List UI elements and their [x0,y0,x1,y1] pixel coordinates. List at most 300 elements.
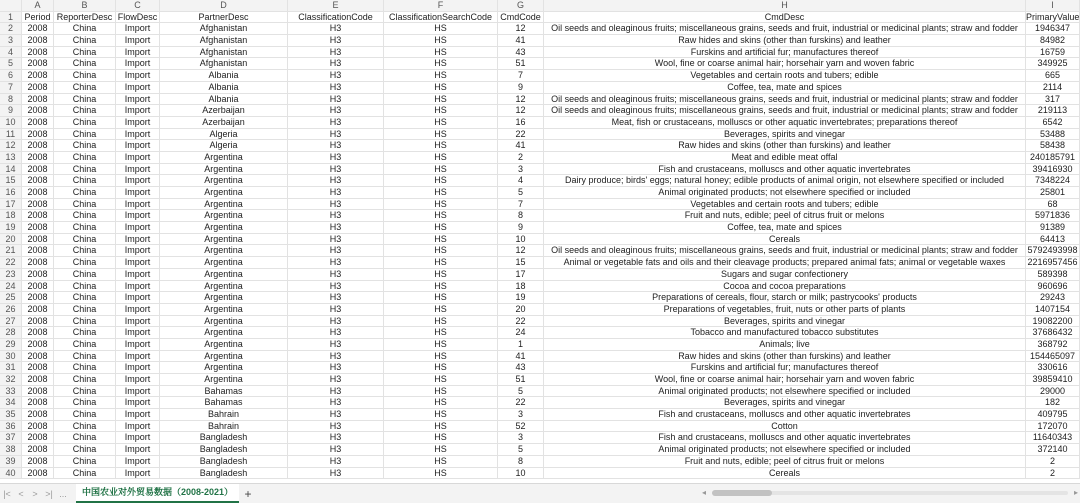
cell[interactable]: H3 [288,152,384,164]
cell[interactable]: Bahamas [160,397,288,409]
cell[interactable]: 7348224 [1026,175,1080,187]
cell[interactable]: 8 [498,456,544,468]
cell[interactable]: H3 [288,117,384,129]
cell[interactable]: China [54,70,116,82]
cell[interactable]: Sugars and sugar confectionery [544,269,1026,281]
row-number[interactable]: 35 [0,409,22,421]
cell[interactable]: HS [384,210,498,222]
cell[interactable]: Bangladesh [160,456,288,468]
cell[interactable]: China [54,386,116,398]
cell[interactable]: 2008 [22,351,54,363]
cell[interactable]: H3 [288,222,384,234]
cell[interactable]: 2008 [22,468,54,480]
cell[interactable]: Argentina [160,316,288,328]
cell[interactable]: 2 [1026,456,1080,468]
cell[interactable]: Import [116,456,160,468]
cell[interactable]: 2008 [22,117,54,129]
cell[interactable]: 41 [498,35,544,47]
cell[interactable]: China [54,374,116,386]
cell[interactable]: 2008 [22,94,54,106]
column-header[interactable]: E [288,0,384,12]
cell[interactable]: 19082200 [1026,316,1080,328]
cell[interactable]: Animal or vegetable fats and oils and their cleavage products; prepared animal fats; animal or vegetable waxes [544,257,1026,269]
cell[interactable]: H3 [288,47,384,59]
scroll-right-icon[interactable]: ▸ [1073,488,1078,497]
cell[interactable]: 219113 [1026,105,1080,117]
cell[interactable]: 22 [498,397,544,409]
cell[interactable]: HS [384,175,498,187]
cell[interactable]: Cotton [544,421,1026,433]
horizontal-scrollbar[interactable] [702,488,1078,498]
cell[interactable]: China [54,175,116,187]
cell[interactable]: China [54,292,116,304]
cell[interactable]: China [54,35,116,47]
cell[interactable]: China [54,82,116,94]
cell[interactable]: 2008 [22,222,54,234]
cell[interactable]: 5 [498,187,544,199]
cell[interactable]: H3 [288,245,384,257]
cell[interactable]: H3 [288,140,384,152]
cell[interactable]: Furskins and artificial fur; manufactures thereof [544,47,1026,59]
cell[interactable]: Import [116,327,160,339]
cell[interactable]: 2008 [22,316,54,328]
cell[interactable]: Import [116,432,160,444]
cell[interactable]: H3 [288,234,384,246]
cell[interactable]: 41 [498,351,544,363]
cell[interactable]: HS [384,362,498,374]
cell[interactable]: Argentina [160,245,288,257]
cell[interactable]: China [54,94,116,106]
cell[interactable]: Import [116,35,160,47]
cell[interactable]: HS [384,456,498,468]
cell[interactable]: China [54,397,116,409]
cell[interactable]: 1407154 [1026,304,1080,316]
cell[interactable]: 2008 [22,35,54,47]
cell[interactable]: 9 [498,222,544,234]
cell[interactable]: Import [116,304,160,316]
cell[interactable]: HS [384,269,498,281]
row-number[interactable]: 30 [0,351,22,363]
cell[interactable]: 10 [498,234,544,246]
cell[interactable]: HS [384,129,498,141]
cell[interactable]: 172070 [1026,421,1080,433]
row-number[interactable]: 14 [0,164,22,176]
cell[interactable]: Argentina [160,362,288,374]
cell[interactable]: 317 [1026,94,1080,106]
cell[interactable]: 2008 [22,199,54,211]
cell[interactable]: Import [116,362,160,374]
cell[interactable]: Afghanistan [160,47,288,59]
cell[interactable]: Algeria [160,129,288,141]
row-number[interactable]: 2 [0,23,22,35]
cell[interactable]: 2008 [22,245,54,257]
cell[interactable]: China [54,129,116,141]
cell[interactable]: Preparations of cereals, flour, starch or milk; pastrycooks' products [544,292,1026,304]
cell[interactable]: Import [116,82,160,94]
cell[interactable]: 53488 [1026,129,1080,141]
cell[interactable]: 43 [498,362,544,374]
cell[interactable]: Import [116,397,160,409]
cell[interactable]: H3 [288,210,384,222]
cell[interactable]: HS [384,397,498,409]
cell[interactable]: HS [384,351,498,363]
cell[interactable]: Import [116,94,160,106]
cell[interactable]: 25801 [1026,187,1080,199]
cell[interactable]: Argentina [160,292,288,304]
cell[interactable]: 43 [498,47,544,59]
header-cell[interactable]: CmdCode [498,12,544,24]
cell[interactable]: 11640343 [1026,432,1080,444]
row-number[interactable]: 15 [0,175,22,187]
cell[interactable]: Argentina [160,304,288,316]
cell[interactable]: H3 [288,316,384,328]
cell[interactable]: H3 [288,257,384,269]
cell[interactable]: 182 [1026,397,1080,409]
cell[interactable]: Azerbaijan [160,117,288,129]
cell[interactable]: H3 [288,444,384,456]
cell[interactable]: HS [384,327,498,339]
cell[interactable]: Import [116,351,160,363]
cell[interactable]: 2114 [1026,82,1080,94]
header-cell[interactable]: CmdDesc [544,12,1026,24]
cell[interactable]: 240185791 [1026,152,1080,164]
last-sheet-button[interactable]: >| [45,488,53,499]
cell[interactable]: H3 [288,327,384,339]
cell[interactable]: 5 [498,386,544,398]
cell[interactable]: Tobacco and manufactured tobacco substitutes [544,327,1026,339]
cell[interactable]: Furskins and artificial fur; manufactures thereof [544,362,1026,374]
cell[interactable]: Import [116,105,160,117]
header-cell[interactable]: PartnerDesc [160,12,288,24]
cell[interactable]: 4 [498,175,544,187]
cell[interactable]: H3 [288,23,384,35]
cell[interactable]: HS [384,339,498,351]
cell[interactable]: Argentina [160,164,288,176]
cell[interactable]: HS [384,421,498,433]
cell[interactable]: China [54,432,116,444]
row-number[interactable]: 10 [0,117,22,129]
row-number[interactable]: 22 [0,257,22,269]
cell[interactable]: 589398 [1026,269,1080,281]
cell[interactable]: Oil seeds and oleaginous fruits; miscellaneous grains, seeds and fruit, industrial or medicinal plants; straw and fodder [544,23,1026,35]
row-number[interactable]: 13 [0,152,22,164]
cell[interactable]: Fish and crustaceans, molluscs and other aquatic invertebrates [544,432,1026,444]
cell[interactable]: Import [116,281,160,293]
cell[interactable]: Coffee, tea, mate and spices [544,222,1026,234]
cell[interactable]: Import [116,199,160,211]
cell[interactable]: Wool, fine or coarse animal hair; horsehair yarn and woven fabric [544,374,1026,386]
row-number[interactable]: 24 [0,281,22,293]
cell[interactable]: Wool, fine or coarse animal hair; horsehair yarn and woven fabric [544,58,1026,70]
cell[interactable]: 5792493998 [1026,245,1080,257]
cell[interactable]: Import [116,444,160,456]
cell[interactable]: 51 [498,58,544,70]
cell[interactable]: 2008 [22,327,54,339]
cell[interactable]: Raw hides and skins (other than furskins) and leather [544,140,1026,152]
cell[interactable]: Albania [160,70,288,82]
cell[interactable]: China [54,468,116,480]
row-number[interactable]: 19 [0,222,22,234]
cell[interactable]: China [54,444,116,456]
cell[interactable]: 2008 [22,421,54,433]
cell[interactable]: HS [384,35,498,47]
cell[interactable]: China [54,58,116,70]
cell[interactable]: 2008 [22,175,54,187]
cell[interactable]: 2008 [22,140,54,152]
cell[interactable]: Cocoa and cocoa preparations [544,281,1026,293]
cell[interactable]: 5971836 [1026,210,1080,222]
cell[interactable]: H3 [288,35,384,47]
cell[interactable]: H3 [288,409,384,421]
cell[interactable]: Vegetables and certain roots and tubers; edible [544,70,1026,82]
cell[interactable]: Raw hides and skins (other than furskins) and leather [544,351,1026,363]
header-cell[interactable]: FlowDesc [116,12,160,24]
cell[interactable]: Import [116,129,160,141]
cell[interactable]: H3 [288,456,384,468]
cell[interactable]: Algeria [160,140,288,152]
cell[interactable]: 84982 [1026,35,1080,47]
cell[interactable]: H3 [288,269,384,281]
more-sheets-icon[interactable]: ... [59,488,67,499]
cell[interactable]: Cereals [544,468,1026,480]
row-number[interactable]: 18 [0,210,22,222]
cell[interactable]: 2008 [22,374,54,386]
cell[interactable]: HS [384,140,498,152]
cell[interactable]: HS [384,117,498,129]
row-number[interactable]: 7 [0,82,22,94]
cell[interactable]: 22 [498,129,544,141]
cell[interactable]: Argentina [160,327,288,339]
cell[interactable]: H3 [288,304,384,316]
cell[interactable]: HS [384,187,498,199]
cell[interactable]: 2008 [22,129,54,141]
cell[interactable]: 2008 [22,58,54,70]
cell[interactable]: 2008 [22,47,54,59]
cell[interactable]: H3 [288,374,384,386]
cell[interactable]: Import [116,257,160,269]
cell[interactable]: Cereals [544,234,1026,246]
sheet-tab-active[interactable]: 中国农业对外贸易数据（2008-2021） [76,484,239,503]
cell[interactable]: H3 [288,281,384,293]
cell[interactable]: HS [384,316,498,328]
cell[interactable]: 409795 [1026,409,1080,421]
cell[interactable]: Animal originated products; not elsewhere specified or included [544,187,1026,199]
cell[interactable]: HS [384,281,498,293]
row-number[interactable]: 34 [0,397,22,409]
row-number[interactable]: 8 [0,94,22,106]
cell[interactable]: Import [116,409,160,421]
cell[interactable]: Beverages, spirits and vinegar [544,397,1026,409]
cell[interactable]: 10 [498,468,544,480]
cell[interactable]: China [54,409,116,421]
cell[interactable]: H3 [288,187,384,199]
cell[interactable]: China [54,23,116,35]
cell[interactable]: 19 [498,292,544,304]
cell[interactable]: 349925 [1026,58,1080,70]
cell[interactable]: 2008 [22,362,54,374]
cell[interactable]: Import [116,175,160,187]
cell[interactable]: HS [384,82,498,94]
cell[interactable]: Import [116,386,160,398]
cell[interactable]: 1946347 [1026,23,1080,35]
cell[interactable]: Import [116,234,160,246]
cell[interactable]: China [54,152,116,164]
cell[interactable]: Bahamas [160,386,288,398]
cell[interactable]: China [54,351,116,363]
cell[interactable]: Import [116,117,160,129]
cell[interactable]: Bahrain [160,421,288,433]
cell[interactable]: Vegetables and certain roots and tubers; edible [544,199,1026,211]
cell[interactable]: 37686432 [1026,327,1080,339]
add-sheet-button[interactable]: + [244,486,252,501]
cell[interactable]: HS [384,245,498,257]
cell[interactable]: Import [116,152,160,164]
cell[interactable]: Dairy produce; birds' eggs; natural honey; edible products of animal origin, not elsewhere specified or included [544,175,1026,187]
cell[interactable]: 330616 [1026,362,1080,374]
scrollbar-thumb[interactable] [712,490,772,496]
cell[interactable]: Bahrain [160,409,288,421]
cell[interactable]: Argentina [160,222,288,234]
cell[interactable]: 2008 [22,187,54,199]
cell[interactable]: Import [116,245,160,257]
cell[interactable]: 16759 [1026,47,1080,59]
scroll-left-icon[interactable]: ◂ [702,488,707,497]
cell[interactable]: Azerbaijan [160,105,288,117]
row-number[interactable]: 27 [0,316,22,328]
cell[interactable]: Import [116,374,160,386]
cell[interactable]: 52 [498,421,544,433]
cell[interactable]: Animal originated products; not elsewhere specified or included [544,444,1026,456]
row-number[interactable]: 9 [0,105,22,117]
cell[interactable]: Meat, fish or crustaceans, molluscs or other aquatic invertebrates; preparations thereof [544,117,1026,129]
row-number[interactable]: 3 [0,35,22,47]
cell[interactable]: HS [384,304,498,316]
cell[interactable]: China [54,140,116,152]
cell[interactable]: China [54,47,116,59]
cell[interactable]: 2008 [22,210,54,222]
cell[interactable]: 15 [498,257,544,269]
cell[interactable]: Coffee, tea, mate and spices [544,82,1026,94]
cell[interactable]: Afghanistan [160,23,288,35]
header-cell[interactable]: ReporterDesc [54,12,116,24]
row-number[interactable]: 37 [0,432,22,444]
cell[interactable]: China [54,187,116,199]
cell[interactable]: Argentina [160,351,288,363]
cell[interactable]: Meat and edible meat offal [544,152,1026,164]
cell[interactable]: Oil seeds and oleaginous fruits; miscellaneous grains, seeds and fruit, industrial or medicinal plants; straw and fodder [544,245,1026,257]
cell[interactable]: H3 [288,82,384,94]
cell[interactable]: 2008 [22,456,54,468]
cell[interactable]: Argentina [160,269,288,281]
cell[interactable]: H3 [288,129,384,141]
cell[interactable]: HS [384,70,498,82]
cell[interactable]: 20 [498,304,544,316]
cell[interactable]: 2008 [22,23,54,35]
cell[interactable]: 2008 [22,397,54,409]
cell[interactable]: H3 [288,421,384,433]
cell[interactable]: 2 [498,152,544,164]
cell[interactable]: 64413 [1026,234,1080,246]
column-header[interactable]: H [544,0,1026,12]
cell[interactable]: 7 [498,199,544,211]
cell[interactable]: 2008 [22,304,54,316]
cell[interactable]: H3 [288,164,384,176]
cell[interactable]: Import [116,23,160,35]
cell[interactable]: China [54,456,116,468]
cell[interactable]: China [54,281,116,293]
cell[interactable]: Import [116,70,160,82]
cell[interactable]: 22 [498,316,544,328]
row-number[interactable]: 12 [0,140,22,152]
row-number[interactable]: 21 [0,245,22,257]
cell[interactable]: H3 [288,351,384,363]
column-header[interactable]: B [54,0,116,12]
cell[interactable]: Oil seeds and oleaginous fruits; miscellaneous grains, seeds and fruit, industrial or medicinal plants; straw and fodder [544,94,1026,106]
cell[interactable]: China [54,117,116,129]
cell[interactable]: HS [384,444,498,456]
cell[interactable]: China [54,257,116,269]
cell[interactable]: 2008 [22,82,54,94]
cell[interactable]: 368792 [1026,339,1080,351]
cell[interactable]: HS [384,199,498,211]
cell[interactable]: Oil seeds and oleaginous fruits; miscellaneous grains, seeds and fruit, industrial or medicinal plants; straw and fodder [544,105,1026,117]
cell[interactable]: 41 [498,140,544,152]
prev-sheet-button[interactable]: < [18,488,24,499]
cell[interactable]: Import [116,316,160,328]
cell[interactable]: Argentina [160,199,288,211]
cell[interactable]: 7 [498,70,544,82]
cell[interactable]: 12 [498,105,544,117]
cell[interactable]: HS [384,257,498,269]
cell[interactable]: Fish and crustaceans, molluscs and other aquatic invertebrates [544,409,1026,421]
header-cell[interactable]: ClassificationCode [288,12,384,24]
cell[interactable]: H3 [288,105,384,117]
column-header[interactable]: F [384,0,498,12]
cell[interactable]: 1 [498,339,544,351]
cell[interactable]: 24 [498,327,544,339]
row-number[interactable]: 28 [0,327,22,339]
cell[interactable]: HS [384,152,498,164]
cell[interactable]: Bangladesh [160,432,288,444]
cell[interactable]: 2 [1026,468,1080,480]
cell[interactable]: Import [116,468,160,480]
cell[interactable]: Argentina [160,175,288,187]
cell[interactable]: HS [384,164,498,176]
cell[interactable]: Animal originated products; not elsewhere specified or included [544,386,1026,398]
cell[interactable]: 960696 [1026,281,1080,293]
cell[interactable]: Afghanistan [160,58,288,70]
cell[interactable]: H3 [288,292,384,304]
cell[interactable]: 39859410 [1026,374,1080,386]
row-number[interactable]: 31 [0,362,22,374]
cell[interactable]: China [54,234,116,246]
cell[interactable]: Import [116,164,160,176]
cell[interactable]: China [54,304,116,316]
cell[interactable]: 2008 [22,281,54,293]
row-number[interactable]: 5 [0,58,22,70]
cell[interactable]: 2008 [22,234,54,246]
cell[interactable]: HS [384,47,498,59]
cell[interactable]: Argentina [160,374,288,386]
row-number[interactable]: 25 [0,292,22,304]
cell[interactable]: H3 [288,397,384,409]
cell[interactable]: 2008 [22,152,54,164]
cell[interactable]: Beverages, spirits and vinegar [544,129,1026,141]
column-header[interactable]: D [160,0,288,12]
cell[interactable]: 29000 [1026,386,1080,398]
cell[interactable]: Import [116,222,160,234]
cell[interactable]: H3 [288,175,384,187]
